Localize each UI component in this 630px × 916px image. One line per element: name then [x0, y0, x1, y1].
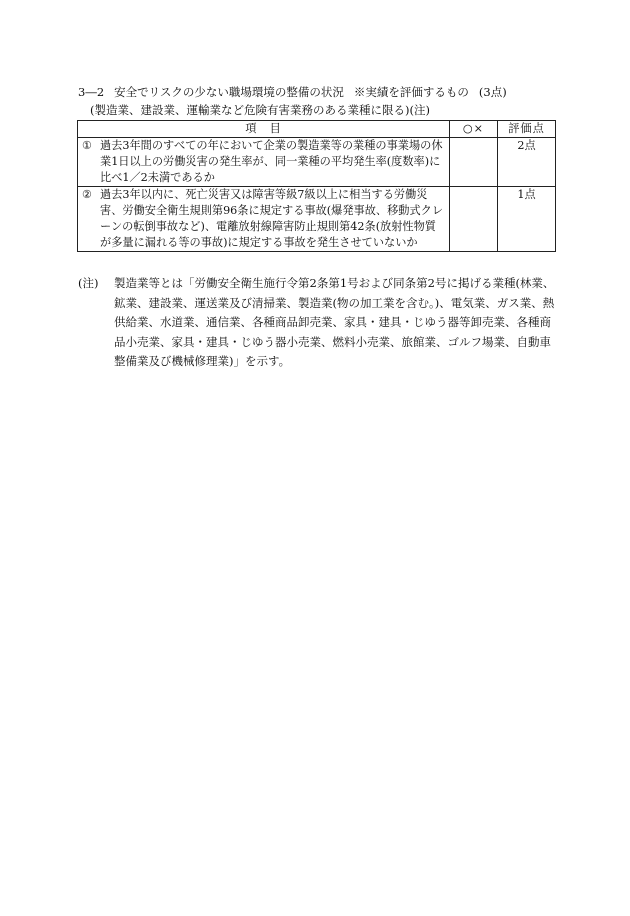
table-row [78, 138, 556, 187]
table-row [78, 187, 556, 252]
criterion-text: 過去3年間のすべての年において企業の製造業等の業種の事業場の休業1日以上の労働災害の発生率が、同一業種の平均発生率(度数率)に比べ1／2未満であるか [100, 139, 443, 184]
footnote-text: 製造業等とは「労働安全衛生施行令第2条第1号および同条第2号に掲げる業種(林業、鉱業、建設業、運送業及び清掃業、製造業(物の加工業を含む。)、電気業、ガス業、熱供給業、水道業、通信業、各種商品卸売業、家具・建具・じゆう器等卸売業、各種商品小売業、家具・建具・じゆう器小売業、燃料小売業、旅館業、ゴルフ場業、自動車整備業及び機械修理業)」を示す。 [114, 276, 555, 368]
points-cell: 1点 [498, 187, 556, 252]
section-number: 3―2 [78, 85, 105, 99]
criterion-number: ② [82, 188, 93, 201]
section-scope: (製造業、建設業、運輸業など危険有害業務のある業種に限る)(注) [90, 103, 430, 117]
points-cell: 2点 [498, 138, 556, 187]
footnote [78, 274, 556, 372]
criterion-cell [78, 138, 450, 187]
criterion-cell [78, 187, 450, 252]
mark-cell[interactable] [450, 138, 498, 187]
section-evaluation-note: ※実績を評価するもの [353, 85, 469, 99]
criterion-text: 過去3年以内に、死亡災害又は障害等級7級以上に相当する労働災害、労働安全衛生規則第96条に規定する事故(爆発事故、移動式クレーンの転倒事故など)、電離放射線障害防止規則第42条(放射性物質が多量に漏れる等の事故)に規定する事故を発生させていないか [100, 188, 444, 249]
section-points: (3点) [478, 85, 507, 99]
table-header-row [78, 121, 556, 138]
header-points: 評価点 [498, 121, 556, 138]
mark-cell[interactable] [450, 187, 498, 252]
criteria-table [77, 120, 556, 252]
section-heading [78, 84, 507, 100]
section-title: 安全でリスクの少ない職場環境の整備の状況 [114, 85, 344, 99]
header-mark: ○× [450, 121, 498, 138]
footnote-label: (注) [78, 276, 99, 290]
header-item: 項 目 [78, 121, 450, 138]
criterion-number: ① [82, 139, 93, 152]
